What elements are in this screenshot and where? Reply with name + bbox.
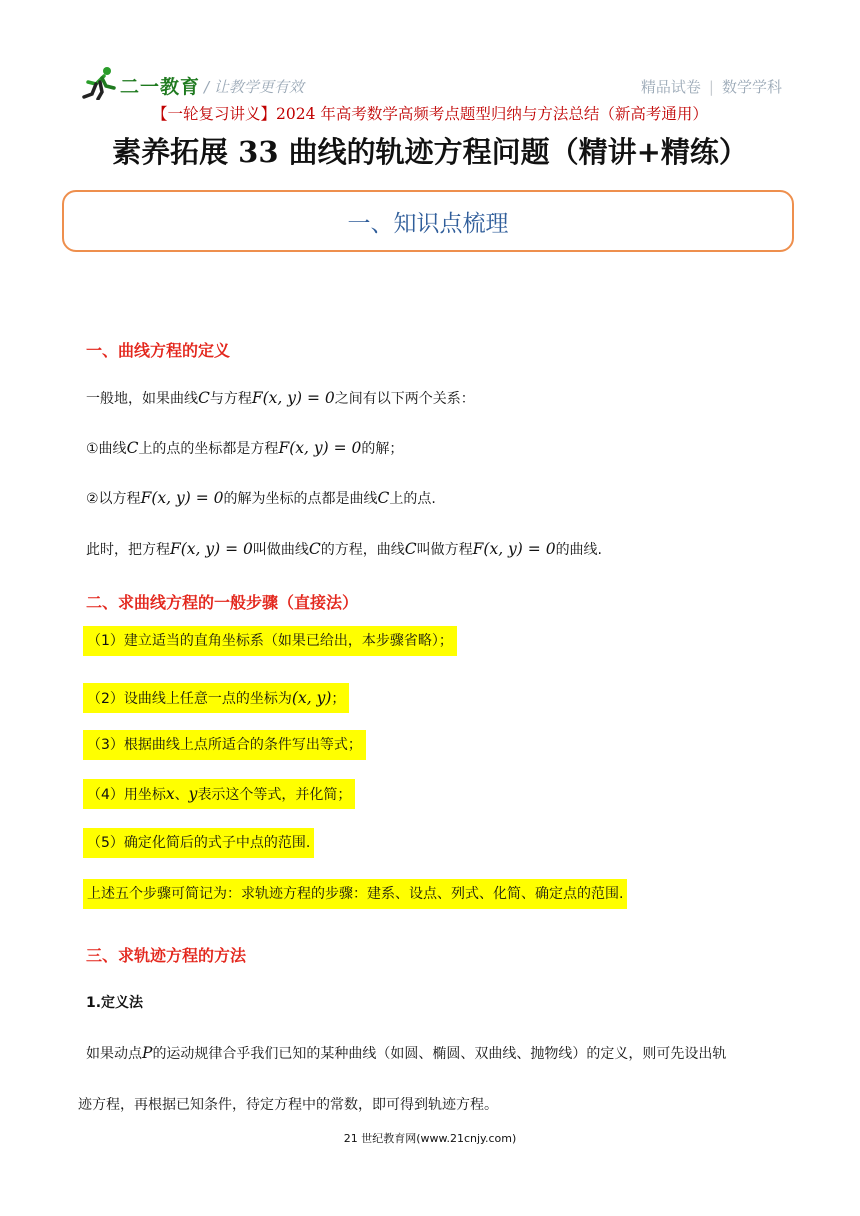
step-3: （3）根据曲线上点所适合的条件写出等式；	[83, 730, 366, 760]
text: 的解；	[361, 441, 404, 457]
math: P	[142, 1044, 153, 1062]
math: (x, y)	[291, 689, 332, 707]
math: C	[404, 540, 417, 558]
tag-quality: 精品试卷	[640, 78, 701, 96]
math: C	[198, 389, 210, 407]
text: 上的点的坐标都是方程	[138, 441, 279, 457]
heading-curve-equation-definition: 一、曲线方程的定义	[86, 341, 231, 360]
tag-subject: 数学学科	[721, 78, 782, 96]
heading-general-steps: 二、求曲线方程的一般步骤（直接法）	[86, 593, 359, 612]
text: 上的点.	[389, 491, 436, 507]
logo-text: 二一教育	[120, 76, 201, 98]
step-4	[83, 779, 355, 809]
math: C	[377, 489, 390, 507]
text: ①曲线	[86, 441, 127, 457]
text: 、	[174, 787, 189, 803]
step-5: （5）确定化简后的式子中点的范围.	[83, 828, 314, 858]
math: F(x, y) = 0	[251, 389, 335, 407]
math: C	[308, 540, 321, 558]
step-1: （1）建立适当的直角坐标系（如果已给出，本步骤省略）；	[83, 626, 457, 656]
text: 的方程，曲线	[320, 542, 405, 558]
math: x	[165, 785, 175, 803]
text: 如果动点	[86, 1046, 142, 1062]
header-tags	[641, 76, 782, 97]
page-header	[80, 66, 782, 102]
text: （4）用坐标	[87, 787, 166, 803]
runner-logo-icon	[80, 66, 120, 100]
text: 一般地，如果曲线	[86, 391, 198, 407]
math: F(x, y) = 0	[140, 489, 224, 507]
subheading-definition-method: 1.定义法	[86, 995, 144, 1011]
text: 表示这个等式，并化简；	[197, 787, 352, 803]
paragraph-condition-1	[86, 438, 403, 458]
steps-summary: 上述五个步骤可简记为：求轨迹方程的步骤：建系、设点、列式、化简、确定点的范围.	[83, 879, 627, 909]
text: ；	[331, 691, 346, 707]
text: 与方程	[209, 391, 252, 407]
series-title: 【一轮复习讲义】2024 年高考数学高频考点题型归纳与方法总结（新高考通用）	[152, 105, 708, 123]
text: 之间有以下两个关系：	[334, 391, 475, 407]
text: 叫做曲线	[252, 542, 309, 558]
page-title: 素养拓展 33 曲线的轨迹方程问题（精讲+精练）	[112, 135, 748, 169]
math: y	[188, 785, 198, 803]
step-2	[83, 683, 349, 713]
section-banner	[62, 190, 794, 252]
text: 叫做方程	[416, 542, 473, 558]
paragraph-conclusion	[86, 539, 602, 559]
slogan: / 让教学更有效	[204, 78, 304, 96]
math: C	[126, 439, 139, 457]
text: ②以方程	[86, 491, 141, 507]
paragraph-definition-method-line2: 迹方程，再根据已知条件，待定方程中的常数，即可得到轨迹方程。	[78, 1097, 498, 1113]
paragraph-definition-method-line1	[86, 1043, 726, 1063]
math: F(x, y) = 0	[278, 439, 362, 457]
section-banner-title: 一、知识点梳理	[347, 210, 509, 237]
paragraph-definition-intro	[86, 388, 475, 408]
text: 的解为坐标的点都是曲线	[223, 491, 378, 507]
tag-separator: |	[708, 78, 714, 96]
text: 此时，把方程	[86, 542, 170, 558]
math: F(x, y) = 0	[170, 540, 253, 558]
heading-trajectory-methods: 三、求轨迹方程的方法	[86, 946, 247, 965]
page-footer: 21 世纪教育网(www.21cnjy.com)	[343, 1132, 517, 1145]
text: （2）设曲线上任意一点的坐标为	[87, 691, 292, 707]
text: 的运动规律合乎我们已知的某种曲线（如圆、椭圆、双曲线、抛物线）的定义，则可先设出轨	[152, 1046, 727, 1062]
math: F(x, y) = 0	[472, 540, 556, 558]
text: 的曲线.	[555, 542, 603, 558]
paragraph-condition-2	[86, 488, 436, 508]
